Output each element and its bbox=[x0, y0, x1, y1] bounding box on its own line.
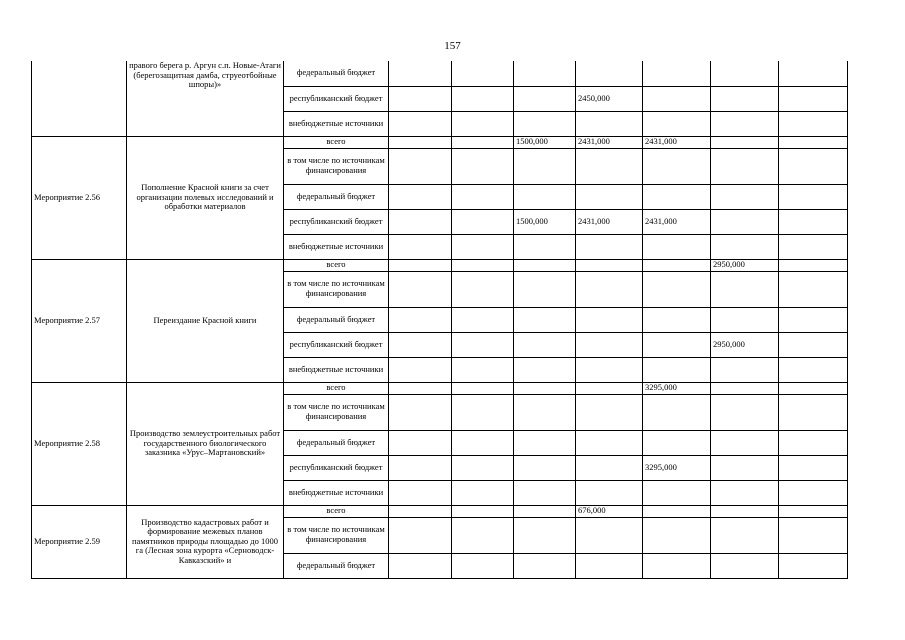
amount-cell bbox=[779, 271, 848, 307]
amount-cell bbox=[576, 394, 643, 430]
amount-cell bbox=[711, 382, 779, 394]
amount-cell bbox=[514, 480, 576, 505]
amount-cell bbox=[711, 234, 779, 259]
amount-cell bbox=[514, 307, 576, 332]
amount-cell bbox=[514, 394, 576, 430]
amount-cell bbox=[514, 271, 576, 307]
amount-cell: 2431,000 bbox=[576, 136, 643, 148]
amount-cell bbox=[514, 430, 576, 455]
amount-cell bbox=[514, 111, 576, 136]
amount-cell bbox=[711, 61, 779, 86]
amount-cell bbox=[452, 357, 514, 382]
amount-cell bbox=[452, 259, 514, 271]
amount-cell bbox=[576, 61, 643, 86]
amount-cell bbox=[452, 382, 514, 394]
amount-cell bbox=[576, 430, 643, 455]
amount-cell: 2950,000 bbox=[711, 332, 779, 357]
amount-cell bbox=[389, 271, 452, 307]
funding-source-extra: внебюджетные источники bbox=[284, 234, 389, 259]
table-row bbox=[32, 259, 848, 271]
amount-cell bbox=[643, 271, 711, 307]
amount-cell bbox=[389, 394, 452, 430]
amount-cell bbox=[643, 332, 711, 357]
measure-label: Мероприятие 2.57 bbox=[32, 259, 127, 382]
amount-cell bbox=[514, 259, 576, 271]
amount-cell bbox=[576, 259, 643, 271]
amount-cell bbox=[779, 430, 848, 455]
amount-cell bbox=[711, 394, 779, 430]
amount-cell bbox=[779, 136, 848, 148]
amount-cell bbox=[643, 86, 711, 111]
amount-cell bbox=[779, 307, 848, 332]
amount-cell bbox=[389, 357, 452, 382]
amount-cell bbox=[576, 307, 643, 332]
amount-cell bbox=[514, 455, 576, 480]
amount-cell: 2431,000 bbox=[643, 209, 711, 234]
amount-cell bbox=[389, 184, 452, 209]
amount-cell bbox=[711, 430, 779, 455]
amount-cell bbox=[514, 357, 576, 382]
amount-cell bbox=[452, 455, 514, 480]
amount-cell bbox=[779, 61, 848, 86]
amount-cell bbox=[711, 111, 779, 136]
amount-cell bbox=[711, 480, 779, 505]
amount-cell bbox=[389, 148, 452, 184]
amount-cell bbox=[452, 61, 514, 86]
amount-cell bbox=[514, 234, 576, 259]
amount-cell bbox=[576, 480, 643, 505]
funding-source-extra: внебюджетные источники bbox=[284, 357, 389, 382]
amount-cell bbox=[389, 61, 452, 86]
table-row bbox=[32, 61, 848, 86]
amount-cell bbox=[643, 394, 711, 430]
amount-cell bbox=[711, 86, 779, 111]
amount-cell bbox=[779, 455, 848, 480]
measure-label: Мероприятие 2.58 bbox=[32, 382, 127, 505]
amount-cell bbox=[643, 148, 711, 184]
table-row bbox=[32, 505, 848, 517]
amount-cell bbox=[389, 86, 452, 111]
amount-cell bbox=[643, 480, 711, 505]
funding-source-including: в том числе по источникам финансирования bbox=[284, 148, 389, 184]
funding-source-extra: внебюджетные источники bbox=[284, 480, 389, 505]
funding-source-federal: федеральный бюджет bbox=[284, 184, 389, 209]
amount-cell bbox=[711, 517, 779, 553]
amount-cell bbox=[452, 184, 514, 209]
amount-cell bbox=[711, 505, 779, 517]
amount-cell: 3295,000 bbox=[643, 382, 711, 394]
measure-name: Производство землеустроительных работ государственного биологического заказника «Урус–Мартановский» bbox=[127, 382, 284, 505]
funding-source-federal: федеральный бюджет bbox=[284, 61, 389, 86]
amount-cell: 3295,000 bbox=[643, 455, 711, 480]
amount-cell bbox=[514, 61, 576, 86]
amount-cell bbox=[711, 136, 779, 148]
funding-source-republic: республиканский бюджет bbox=[284, 455, 389, 480]
amount-cell bbox=[514, 86, 576, 111]
table-row bbox=[32, 136, 848, 148]
page-number: 157 bbox=[444, 40, 461, 52]
amount-cell bbox=[576, 382, 643, 394]
amount-cell bbox=[389, 209, 452, 234]
amount-cell bbox=[452, 430, 514, 455]
funding-source-total: всего bbox=[284, 505, 389, 517]
amount-cell bbox=[779, 394, 848, 430]
amount-cell bbox=[452, 480, 514, 505]
amount-cell: 2950,000 bbox=[711, 259, 779, 271]
amount-cell bbox=[643, 505, 711, 517]
budget-table bbox=[31, 61, 848, 579]
amount-cell bbox=[514, 505, 576, 517]
measure-label-continued bbox=[32, 61, 127, 136]
amount-cell bbox=[576, 455, 643, 480]
funding-source-including: в том числе по источникам финансирования bbox=[284, 271, 389, 307]
amount-cell bbox=[711, 307, 779, 332]
amount-cell bbox=[452, 209, 514, 234]
amount-cell bbox=[711, 357, 779, 382]
amount-cell bbox=[643, 307, 711, 332]
amount-cell bbox=[452, 148, 514, 184]
amount-cell: 2431,000 bbox=[576, 209, 643, 234]
amount-cell bbox=[389, 430, 452, 455]
amount-cell bbox=[389, 234, 452, 259]
amount-cell bbox=[711, 553, 779, 578]
amount-cell bbox=[643, 111, 711, 136]
amount-cell bbox=[779, 234, 848, 259]
amount-cell bbox=[389, 111, 452, 136]
amount-cell bbox=[452, 86, 514, 111]
funding-source-federal: федеральный бюджет bbox=[284, 430, 389, 455]
funding-source-total: всего bbox=[284, 382, 389, 394]
amount-cell bbox=[643, 61, 711, 86]
amount-cell bbox=[779, 480, 848, 505]
amount-cell bbox=[779, 382, 848, 394]
amount-cell: 2450,000 bbox=[576, 86, 643, 111]
amount-cell: 1500,000 bbox=[514, 209, 576, 234]
amount-cell bbox=[779, 553, 848, 578]
amount-cell bbox=[779, 111, 848, 136]
amount-cell bbox=[643, 184, 711, 209]
amount-cell bbox=[389, 553, 452, 578]
amount-cell bbox=[576, 234, 643, 259]
amount-cell bbox=[779, 184, 848, 209]
amount-cell bbox=[514, 332, 576, 357]
measure-label: Мероприятие 2.59 bbox=[32, 505, 127, 578]
amount-cell bbox=[643, 259, 711, 271]
amount-cell bbox=[452, 332, 514, 357]
amount-cell bbox=[643, 430, 711, 455]
funding-source-republic: республиканский бюджет bbox=[284, 209, 389, 234]
amount-cell bbox=[452, 271, 514, 307]
amount-cell bbox=[452, 505, 514, 517]
amount-cell bbox=[711, 209, 779, 234]
amount-cell bbox=[389, 480, 452, 505]
amount-cell bbox=[643, 517, 711, 553]
amount-cell bbox=[389, 455, 452, 480]
amount-cell bbox=[514, 382, 576, 394]
amount-cell bbox=[452, 394, 514, 430]
measure-name: Пополнение Красной книги за счет организации полевых исследований и обработки материалов bbox=[127, 136, 284, 259]
amount-cell bbox=[514, 517, 576, 553]
amount-cell bbox=[389, 505, 452, 517]
amount-cell bbox=[711, 184, 779, 209]
amount-cell bbox=[779, 86, 848, 111]
measure-name-continued: правого берега р. Аргун с.п. Новые-Атаги (берегозащитная дамба, струеотбойные шпоры)» bbox=[127, 61, 284, 136]
amount-cell bbox=[711, 455, 779, 480]
funding-source-extra: внебюджетные источники bbox=[284, 111, 389, 136]
amount-cell bbox=[576, 271, 643, 307]
amount-cell bbox=[389, 382, 452, 394]
amount-cell bbox=[779, 148, 848, 184]
funding-source-republic: республиканский бюджет bbox=[284, 332, 389, 357]
amount-cell: 676,000 bbox=[576, 505, 643, 517]
amount-cell bbox=[452, 111, 514, 136]
funding-source-republic: республиканский бюджет bbox=[284, 86, 389, 111]
amount-cell bbox=[452, 307, 514, 332]
amount-cell bbox=[452, 553, 514, 578]
amount-cell bbox=[779, 517, 848, 553]
amount-cell bbox=[643, 357, 711, 382]
funding-source-including: в том числе по источникам финансирования bbox=[284, 517, 389, 553]
amount-cell bbox=[389, 136, 452, 148]
measure-label: Мероприятие 2.56 bbox=[32, 136, 127, 259]
amount-cell bbox=[779, 259, 848, 271]
amount-cell bbox=[389, 307, 452, 332]
funding-source-federal: федеральный бюджет bbox=[284, 553, 389, 578]
amount-cell bbox=[576, 332, 643, 357]
amount-cell bbox=[576, 184, 643, 209]
amount-cell bbox=[514, 553, 576, 578]
amount-cell bbox=[576, 148, 643, 184]
funding-source-including: в том числе по источникам финансирования bbox=[284, 394, 389, 430]
amount-cell bbox=[711, 271, 779, 307]
funding-source-total: всего bbox=[284, 259, 389, 271]
amount-cell bbox=[576, 553, 643, 578]
amount-cell bbox=[779, 357, 848, 382]
amount-cell bbox=[452, 234, 514, 259]
amount-cell: 2431,000 bbox=[643, 136, 711, 148]
amount-cell bbox=[643, 553, 711, 578]
amount-cell bbox=[711, 148, 779, 184]
amount-cell bbox=[389, 517, 452, 553]
amount-cell bbox=[389, 332, 452, 357]
amount-cell bbox=[389, 259, 452, 271]
amount-cell bbox=[452, 136, 514, 148]
funding-source-federal: федеральный бюджет bbox=[284, 307, 389, 332]
amount-cell bbox=[514, 148, 576, 184]
measure-name: Переиздание Красной книги bbox=[127, 259, 284, 382]
measure-name: Производство кадастровых работ и формирование межевых планов памятников природы площадью до 1000 га (Лесная зона курорта «Серноводск-Кавказский» и bbox=[127, 505, 284, 578]
table-row bbox=[32, 382, 848, 394]
amount-cell bbox=[779, 505, 848, 517]
funding-source-total: всего bbox=[284, 136, 389, 148]
amount-cell bbox=[576, 517, 643, 553]
amount-cell bbox=[576, 357, 643, 382]
amount-cell bbox=[514, 184, 576, 209]
amount-cell bbox=[779, 209, 848, 234]
amount-cell bbox=[779, 332, 848, 357]
amount-cell bbox=[576, 111, 643, 136]
amount-cell: 1500,000 bbox=[514, 136, 576, 148]
amount-cell bbox=[452, 517, 514, 553]
amount-cell bbox=[643, 234, 711, 259]
